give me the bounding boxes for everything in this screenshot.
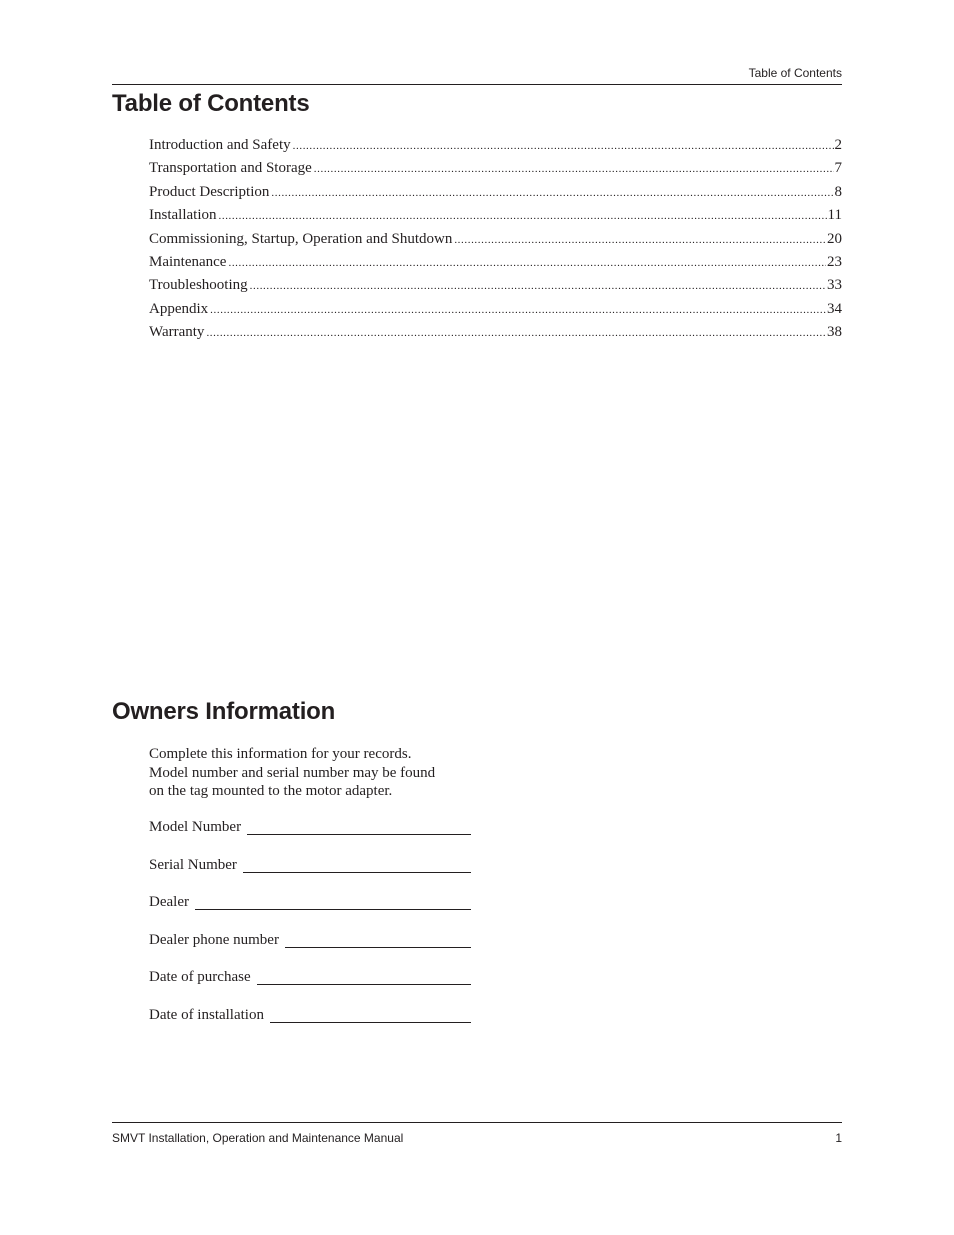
owners-intro-line: Complete this information for your records.: [149, 746, 412, 762]
dealer-phone-field: [149, 932, 471, 970]
footer-divider: [112, 1122, 842, 1123]
owners-intro-line: Model number and serial number may be found: [149, 764, 436, 781]
toc-entry-page: 33: [827, 277, 842, 294]
owners-info-heading: Owners Information: [112, 698, 336, 725]
fill-in-line: [195, 909, 471, 910]
toc-entry-page: 34: [827, 300, 842, 317]
toc-list: [149, 137, 842, 348]
toc-entry-label: Troubleshooting: [149, 277, 248, 294]
footer-document-title: SMVT Installation, Operation and Maintenance Manual: [112, 1131, 404, 1145]
date-of-purchase-field: [149, 969, 471, 1007]
field-label: Model Number: [149, 819, 242, 835]
toc-entry[interactable]: [149, 231, 842, 254]
toc-dot-leader: [228, 257, 826, 269]
date-of-installation-field: [149, 1007, 471, 1045]
toc-entry-page: 23: [827, 253, 842, 270]
toc-entry[interactable]: [149, 207, 842, 230]
toc-entry-page: 8: [834, 183, 842, 200]
toc-dot-leader: [314, 163, 834, 175]
field-label: Dealer: [149, 894, 189, 910]
header-divider: [112, 84, 842, 85]
toc-heading: Table of Contents: [112, 90, 310, 117]
toc-dot-leader: [454, 234, 826, 246]
toc-entry-label: Installation: [149, 207, 217, 224]
toc-dot-leader: [271, 187, 833, 199]
toc-entry-page: 20: [827, 230, 842, 247]
owners-form: [149, 819, 471, 1044]
model-number-field: [149, 819, 471, 857]
toc-entry-label: Product Description: [149, 183, 270, 200]
toc-dot-leader: [210, 304, 826, 316]
owners-intro-line: on the tag mounted to the motor adapter.: [149, 783, 393, 799]
toc-entry-label: Commissioning, Startup, Operation and Shutdown: [149, 230, 453, 247]
toc-entry[interactable]: [149, 301, 842, 324]
toc-entry-label: Introduction and Safety: [149, 137, 291, 153]
toc-entry[interactable]: [149, 160, 842, 183]
field-label: Serial Number: [149, 856, 237, 873]
dealer-field: [149, 894, 471, 932]
toc-entry[interactable]: [149, 137, 842, 160]
toc-entry-page: 11: [827, 207, 842, 224]
field-label: Date of installation: [149, 1006, 264, 1023]
field-label: Dealer phone number: [149, 931, 279, 948]
toc-dot-leader: [206, 327, 826, 339]
footer-page-number: 1: [835, 1131, 842, 1145]
fill-in-line: [285, 947, 471, 948]
toc-dot-leader: [250, 280, 826, 292]
fill-in-line: [247, 834, 471, 835]
toc-entry-label: Warranty: [149, 324, 205, 341]
toc-dot-leader: [293, 140, 834, 152]
toc-entry[interactable]: [149, 254, 842, 277]
running-header: Table of Contents: [748, 66, 842, 80]
toc-entry-page: 2: [834, 137, 842, 153]
field-label: Date of purchase: [149, 969, 251, 985]
toc-entry[interactable]: [149, 324, 842, 347]
toc-entry-label: Appendix: [149, 300, 209, 317]
toc-entry-page: 7: [834, 160, 842, 177]
toc-entry-label: Transportation and Storage: [149, 160, 312, 177]
toc-entry-page: 38: [827, 324, 842, 341]
toc-entry-label: Maintenance: [149, 253, 227, 270]
toc-entry[interactable]: [149, 277, 842, 300]
toc-dot-leader: [219, 210, 827, 222]
fill-in-line: [270, 1022, 471, 1023]
fill-in-line: [257, 984, 471, 985]
fill-in-line: [243, 872, 471, 873]
owners-intro-paragraph: [149, 745, 489, 801]
serial-number-field: [149, 857, 471, 895]
toc-entry[interactable]: [149, 184, 842, 207]
